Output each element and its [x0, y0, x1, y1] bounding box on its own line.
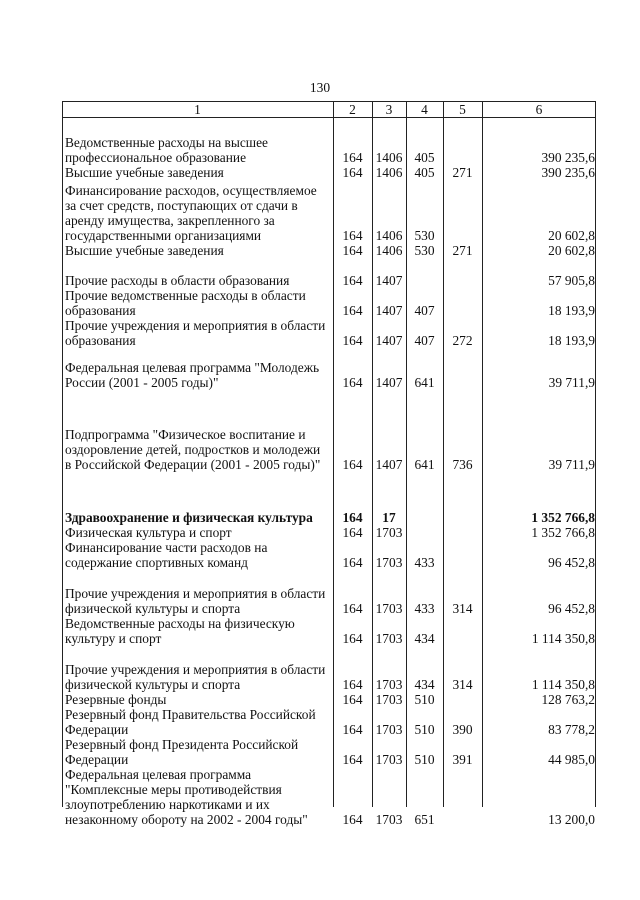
cell-c6: 39 711,9: [548, 375, 595, 390]
cell-c2: 164: [342, 631, 363, 646]
cell-c2: 164: [342, 601, 363, 616]
cell-c4: 407: [414, 333, 435, 348]
cell-c4: 434: [414, 631, 435, 646]
description-line: профессиональное образование: [65, 150, 247, 165]
cell-c2: 164: [342, 457, 363, 472]
cell-c4: 641: [414, 457, 435, 472]
cell-c2: 164: [342, 525, 363, 540]
description-line: Прочие учреждения и мероприятия в области: [65, 318, 326, 333]
header-cell: 3: [385, 102, 393, 117]
table-row: [62, 586, 596, 616]
table-row: [62, 360, 596, 390]
cell-c6: 83 778,2: [548, 722, 595, 737]
table-row: [62, 183, 596, 243]
cell-c4: 530: [414, 228, 435, 243]
cell-c6: 1 352 766,8: [531, 510, 595, 525]
cell-c4: 434: [414, 677, 435, 692]
table-row: [62, 318, 596, 348]
cell-c2: 164: [342, 555, 363, 570]
row-description: [62, 707, 333, 737]
table-row: [62, 616, 596, 646]
cell-c5: 271: [452, 243, 473, 258]
cell-c3: 1407: [375, 375, 403, 390]
cell-c3: 1703: [375, 677, 403, 692]
cell-c2: 164: [342, 677, 363, 692]
description-line: Финансирование части расходов на: [65, 540, 268, 555]
description-line: России (2001 - 2005 годы)": [65, 375, 219, 390]
cell-c2: 164: [342, 752, 363, 767]
cell-c2: 164: [342, 243, 363, 258]
cell-c2: 164: [342, 303, 363, 318]
cell-c3: 1703: [375, 812, 403, 827]
cell-c4: 641: [414, 375, 435, 390]
cell-c4: 433: [414, 601, 435, 616]
cell-c4: 651: [414, 812, 435, 827]
table-row: [62, 135, 596, 165]
cell-c3: 1406: [375, 150, 403, 165]
cell-c6: 18 193,9: [548, 303, 595, 318]
table-row: [62, 767, 596, 827]
cell-c2: 164: [342, 375, 363, 390]
cell-c6: 44 985,0: [548, 752, 595, 767]
cell-c3: 1406: [375, 228, 403, 243]
description-line: Ведомственные расходы на физическую: [65, 616, 295, 631]
cell-c2: 164: [342, 510, 363, 525]
description-line: Здравоохранение и физическая культура: [65, 510, 313, 525]
row-description: [62, 525, 333, 540]
table-row: [62, 273, 596, 288]
cell-c2: 164: [342, 228, 363, 243]
row-description: [62, 288, 333, 318]
cell-c3: 1703: [375, 601, 403, 616]
cell-c6: 20 602,8: [548, 243, 595, 258]
cell-c4: 405: [414, 165, 435, 180]
header-cell: 6: [535, 102, 543, 117]
table-row: [62, 737, 596, 767]
table-row: [62, 243, 596, 258]
cell-c3: 1406: [375, 243, 403, 258]
row-description: [62, 616, 333, 646]
cell-c3: 1407: [375, 333, 403, 348]
cell-c2: 164: [342, 165, 363, 180]
row-description: [62, 510, 333, 525]
cell-c4: 433: [414, 555, 435, 570]
description-line: "Комплексные меры противодействия: [65, 782, 282, 797]
description-line: содержание спортивных команд: [65, 555, 248, 570]
cell-c6: 1 114 350,8: [531, 631, 595, 646]
row-description: [62, 692, 333, 707]
cell-c5: 390: [452, 722, 473, 737]
description-line: Прочие ведомственные расходы в области: [65, 288, 306, 303]
cell-c6: 128 763,2: [541, 692, 595, 707]
cell-c4: 510: [414, 722, 435, 737]
description-line: Ведомственные расходы на высшее: [65, 135, 269, 150]
cell-c5: 391: [452, 752, 473, 767]
cell-c4: 510: [414, 752, 435, 767]
description-line: аренду имущества, закрепленного за: [65, 213, 275, 228]
cell-c6: 57 905,8: [548, 273, 595, 288]
description-line: Высшие учебные заведения: [65, 243, 224, 258]
row-description: [62, 243, 333, 258]
page-number: 130: [309, 80, 331, 95]
cell-c6: 1 114 350,8: [531, 677, 595, 692]
table-row: [62, 427, 596, 472]
row-description: [62, 360, 333, 390]
row-description: [62, 183, 333, 243]
cell-c5: 314: [452, 601, 473, 616]
cell-c6: 1 352 766,8: [531, 525, 595, 540]
description-line: оздоровление детей, подростков и молодежи: [65, 442, 321, 457]
description-line: в Российской Федерации (2001 - 2005 годы)": [65, 457, 321, 472]
cell-c3: 1407: [375, 303, 403, 318]
table-row: [62, 662, 596, 692]
header-cell: 5: [459, 102, 466, 117]
table-row: [62, 540, 596, 570]
header-cell: 1: [194, 102, 201, 117]
description-line: Подпрограмма "Физическое воспитание и: [65, 427, 306, 442]
table-row: [62, 707, 596, 737]
description-line: Резервные фонды: [65, 692, 167, 707]
cell-c5: 736: [452, 457, 473, 472]
cell-c3: 1407: [375, 273, 403, 288]
cell-c3: 1703: [375, 752, 403, 767]
cell-c6: 96 452,8: [548, 601, 595, 616]
row-description: [62, 737, 333, 767]
cell-c3: 1703: [375, 631, 403, 646]
cell-c2: 164: [342, 692, 363, 707]
cell-c4: 405: [414, 150, 435, 165]
cell-c5: 314: [452, 677, 473, 692]
description-line: незаконному обороту на 2002 - 2004 годы": [65, 812, 308, 827]
header-cell: 4: [421, 102, 428, 117]
cell-c3: 1703: [375, 555, 403, 570]
description-line: Физическая культура и спорт: [65, 525, 232, 540]
cell-c3: 1407: [375, 457, 403, 472]
cell-c4: 530: [414, 243, 435, 258]
row-description: [62, 427, 333, 472]
header-bottom-border: [62, 117, 596, 118]
cell-c6: 390 235,6: [541, 150, 595, 165]
table-row: [62, 692, 596, 707]
cell-c6: 18 193,9: [548, 333, 595, 348]
description-line: физической культуры и спорта: [65, 677, 241, 692]
row-description: [62, 767, 333, 827]
cell-c6: 39 711,9: [548, 457, 595, 472]
cell-c5: 271: [452, 165, 473, 180]
description-line: образования: [65, 333, 136, 348]
budget-table: [62, 101, 596, 827]
cell-c2: 164: [342, 333, 363, 348]
description-line: Федерации: [65, 752, 129, 767]
table-row: [62, 510, 596, 525]
description-line: физической культуры и спорта: [65, 601, 241, 616]
row-description: [62, 318, 333, 348]
cell-c2: 164: [342, 150, 363, 165]
cell-c3: 1703: [375, 722, 403, 737]
table-row: [62, 525, 596, 540]
cell-c2: 164: [342, 722, 363, 737]
cell-c5: 272: [452, 333, 473, 348]
header-cell: 2: [349, 102, 356, 117]
description-line: образования: [65, 303, 136, 318]
cell-c4: 510: [414, 692, 435, 707]
cell-c3: 1406: [375, 165, 403, 180]
description-line: культуру и спорт: [65, 631, 162, 646]
row-description: [62, 135, 333, 165]
description-line: Федеральная целевая программа: [65, 767, 252, 782]
table-body: [62, 135, 596, 827]
description-line: Федеральная целевая программа "Молодежь: [65, 360, 320, 375]
cell-c6: 20 602,8: [548, 228, 595, 243]
cell-c4: 407: [414, 303, 435, 318]
description-line: Высшие учебные заведения: [65, 165, 224, 180]
description-line: государственными организациями: [65, 228, 262, 243]
cell-c3: 1703: [375, 692, 403, 707]
row-description: [62, 662, 333, 692]
description-line: Прочие учреждения и мероприятия в области: [65, 586, 326, 601]
cell-c2: 164: [342, 812, 363, 827]
description-line: Резервный фонд Правительства Российской: [65, 707, 316, 722]
row-description: [62, 165, 333, 180]
cell-c3: 17: [382, 510, 396, 525]
description-line: Финансирование расходов, осуществляемое: [65, 183, 317, 198]
row-description: [62, 273, 333, 288]
cell-c6: 13 200,0: [548, 812, 595, 827]
description-line: Прочие расходы в области образования: [65, 273, 290, 288]
row-description: [62, 540, 333, 570]
cell-c3: 1703: [375, 525, 403, 540]
description-line: злоупотреблению наркотиками и их: [65, 797, 270, 812]
cell-c6: 96 452,8: [548, 555, 595, 570]
description-line: Федерации: [65, 722, 129, 737]
table-row: [62, 288, 596, 318]
row-description: [62, 586, 333, 616]
description-line: за счет средств, поступающих от сдачи в: [65, 198, 298, 213]
description-line: Резервный фонд Президента Российской: [65, 737, 299, 752]
cell-c2: 164: [342, 273, 363, 288]
table-row: [62, 165, 596, 180]
cell-c6: 390 235,6: [541, 165, 595, 180]
description-line: Прочие учреждения и мероприятия в области: [65, 662, 326, 677]
table-header: [62, 102, 596, 117]
